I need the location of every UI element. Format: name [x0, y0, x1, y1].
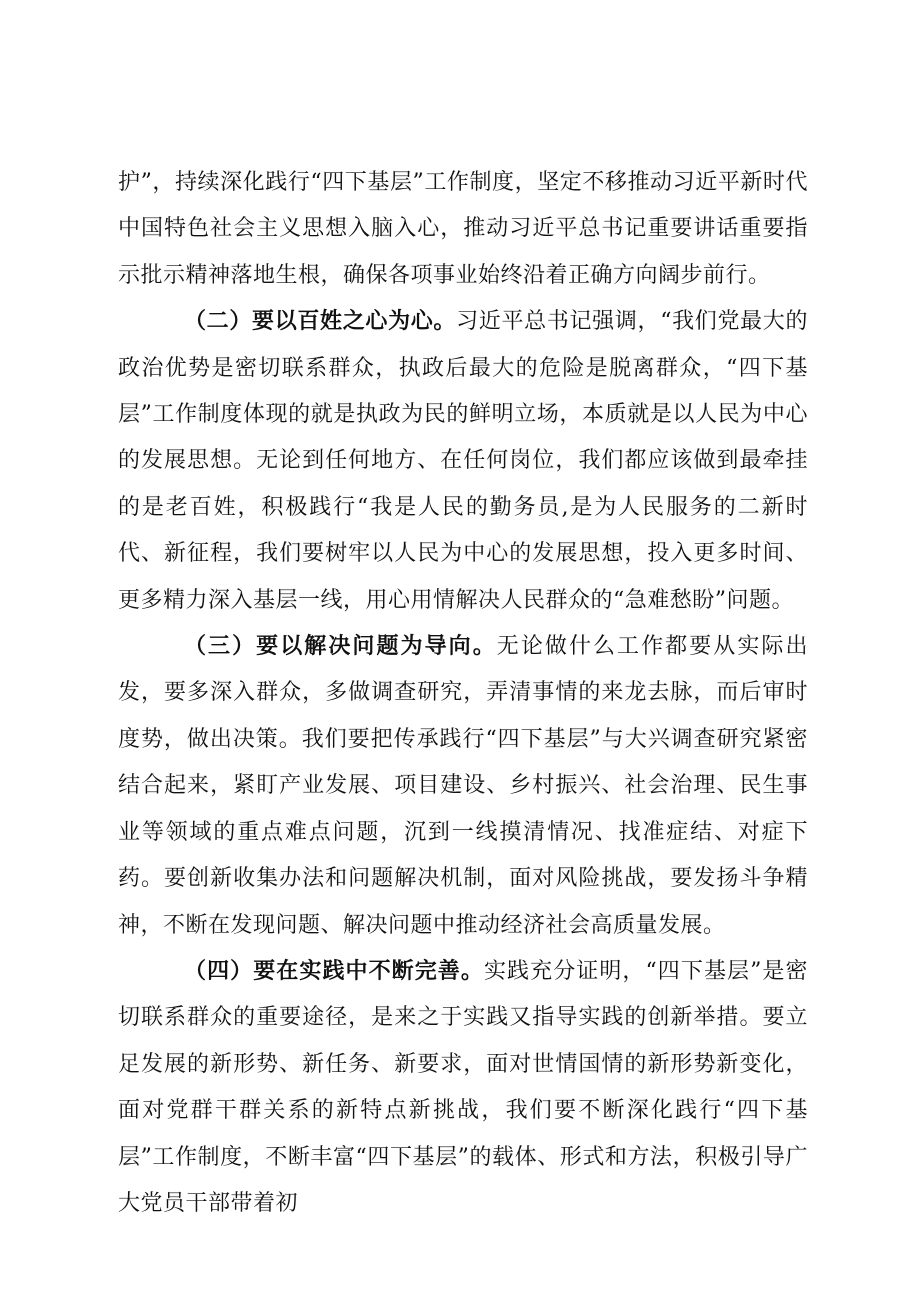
paragraph-continuation [118, 160, 808, 299]
paragraph-section-2 [118, 299, 808, 624]
paragraph-text: 习近平总书记强调，“我们党最大的政治优势是密切联系群众，执政后最大的危险是脱离群众，“四下基层”工作制度体现的就是执政为民的鲜明立场，本质就是以人民为中心的发展思想。无论到任何地方、在任何岗位，我们都应该做到最牵挂的是老百姓，积极践行“我是人民的勤务员,是为人民服务的二新时代、新征程，我们要树牢以人民为中心的发展思想，投入更多时间、更多精力深入基层一线，用心用情解决人民群众的“急难愁盼”问题。 [118, 309, 808, 613]
section-heading: （四）要在实践中不断完善。 [184, 958, 484, 984]
paragraph-section-4 [118, 949, 808, 1227]
paragraph-text: 实践充分证明，“四下基层”是密切联系群众的重要途径，是来之于实践又指导实践的创新举措。要立足发展的新形势、新任务、新要求，面对世情国情的新形势新变化，面对党群干群关系的新特点新挑战，我们要不断深化践行“四下基层”工作制度，不断丰富“四下基层”的载体、形式和方法，积极引导广大党员干部带着初 [118, 958, 808, 1216]
paragraph-text: 护”，持续深化践行“四下基层”工作制度，坚定不移推动习近平新时代中国特色社会主义思想入脑入心，推动习近平总书记重要讲话重要指示批示精神落地生根，确保各项事业始终沿着正确方向阔步前行。 [118, 170, 808, 288]
section-heading: （二）要以百姓之心为心。 [184, 309, 457, 335]
paragraph-text: 无论做什么工作都要从实际出发，要多深入群众，多做调查研究，弄清事情的来龙去脉，而后审时度势，做出决策。我们要把传承践行“四下基层”与大兴调查研究紧密结合起来，紧盯产业发展、项目建设、乡村振兴、社会治理、民生事业等领域的重点难点问题，沉到一线摸清情况、找准症结、对症下药。要创新收集办法和问题解决机制，面对风险挑战，要发扬斗争精神，不断在发现问题、解决问题中推动经济社会高质量发展。 [118, 634, 808, 938]
paragraph-section-3 [118, 624, 808, 949]
document-body [118, 160, 808, 1227]
section-heading: （三）要以解决问题为导向。 [184, 634, 497, 660]
